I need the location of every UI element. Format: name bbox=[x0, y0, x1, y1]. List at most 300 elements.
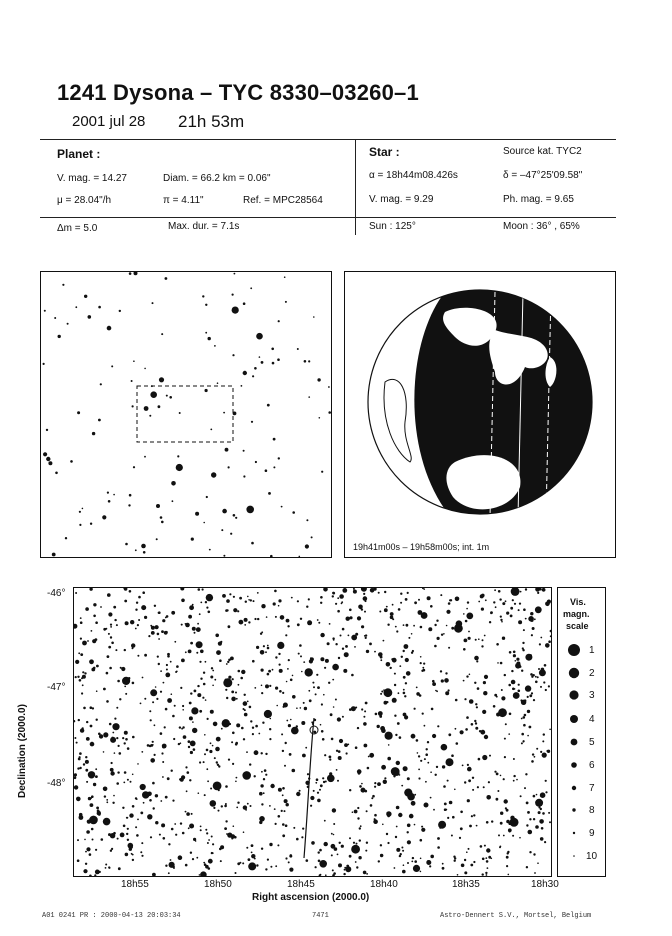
chart-star bbox=[355, 746, 358, 749]
chart-star bbox=[534, 872, 536, 874]
chart-star bbox=[278, 605, 280, 607]
chart-star bbox=[136, 834, 139, 837]
chart-star bbox=[298, 653, 300, 655]
chart-star bbox=[336, 769, 338, 771]
chart-star bbox=[401, 847, 403, 849]
chart-star bbox=[289, 855, 292, 858]
chart-star bbox=[482, 873, 484, 875]
chart-star bbox=[301, 721, 305, 725]
chart-star bbox=[109, 667, 112, 670]
chart-star bbox=[236, 807, 238, 809]
chart-star bbox=[302, 754, 306, 758]
chart-star bbox=[357, 727, 359, 729]
chart-star bbox=[474, 720, 476, 722]
chart-star bbox=[400, 602, 402, 604]
chart-star bbox=[331, 844, 336, 849]
chart-star bbox=[371, 797, 373, 799]
chart-star bbox=[374, 786, 376, 788]
chart-star bbox=[338, 750, 341, 753]
chart-star bbox=[425, 781, 427, 783]
chart-star bbox=[290, 719, 292, 721]
chart-star bbox=[96, 665, 99, 668]
chart-star bbox=[89, 875, 92, 877]
chart-star bbox=[455, 699, 458, 702]
finder-star bbox=[195, 512, 199, 516]
chart-star bbox=[240, 677, 243, 680]
chart-star bbox=[238, 670, 241, 673]
chart-star bbox=[224, 720, 226, 722]
chart-star bbox=[144, 654, 147, 657]
chart-star bbox=[85, 851, 87, 853]
chart-star bbox=[535, 606, 542, 613]
chart-star bbox=[548, 812, 550, 814]
chart-star bbox=[86, 737, 90, 741]
chart-star bbox=[322, 738, 325, 741]
finder-star bbox=[125, 543, 128, 546]
chart-star bbox=[225, 609, 228, 612]
chart-star bbox=[534, 756, 536, 758]
chart-star bbox=[484, 675, 488, 679]
scale-mag-3: 3 bbox=[589, 690, 595, 701]
chart-star bbox=[132, 774, 134, 776]
chart-star bbox=[441, 744, 448, 751]
chart-star bbox=[288, 659, 290, 661]
chart-star bbox=[268, 670, 271, 673]
chart-star bbox=[414, 860, 417, 863]
chart-star bbox=[395, 626, 397, 628]
chart-star bbox=[511, 588, 520, 596]
dec-tick-1: -46° bbox=[47, 588, 66, 599]
chart-star bbox=[235, 781, 237, 783]
chart-star bbox=[360, 825, 362, 827]
finder-star bbox=[259, 356, 261, 358]
chart-star bbox=[86, 721, 88, 723]
chart-star bbox=[313, 731, 316, 734]
chart-star bbox=[77, 839, 79, 841]
finder-star bbox=[328, 411, 331, 414]
chart-star bbox=[489, 755, 491, 757]
chart-star bbox=[203, 862, 205, 864]
chart-star bbox=[418, 610, 423, 615]
chart-star bbox=[379, 611, 381, 613]
chart-star bbox=[211, 836, 213, 838]
chart-y-axis-label: Declination (2000.0) bbox=[17, 704, 28, 798]
chart-star bbox=[525, 773, 527, 775]
chart-star bbox=[306, 606, 308, 608]
finder-star bbox=[281, 506, 283, 508]
chart-star bbox=[196, 627, 201, 632]
scale-mag-9: 9 bbox=[589, 828, 595, 839]
chart-star bbox=[351, 845, 360, 854]
chart-star bbox=[228, 676, 231, 679]
chart-star bbox=[497, 790, 499, 792]
chart-star bbox=[231, 697, 236, 702]
chart-star bbox=[251, 844, 254, 847]
chart-star bbox=[207, 842, 209, 844]
chart-star bbox=[248, 858, 251, 861]
chart-star bbox=[199, 661, 201, 663]
chart-star bbox=[303, 661, 305, 663]
chart-star bbox=[331, 833, 333, 835]
finder-star bbox=[156, 538, 158, 540]
chart-star bbox=[104, 795, 106, 797]
chart-star bbox=[101, 838, 104, 841]
chart-star bbox=[413, 625, 415, 627]
chart-star bbox=[302, 828, 304, 830]
chart-star bbox=[366, 810, 368, 812]
chart-star bbox=[455, 597, 460, 602]
chart-star bbox=[206, 607, 208, 609]
chart-star bbox=[267, 859, 269, 861]
chart-star bbox=[305, 668, 313, 676]
chart-star bbox=[301, 671, 303, 673]
chart-star bbox=[504, 799, 508, 803]
chart-star bbox=[396, 848, 400, 852]
chart-star bbox=[535, 676, 537, 678]
chart-star bbox=[540, 792, 546, 798]
chart-star bbox=[525, 588, 527, 590]
chart-star bbox=[437, 725, 439, 727]
chart-star bbox=[424, 725, 426, 727]
chart-star bbox=[533, 699, 535, 701]
chart-star bbox=[381, 765, 386, 770]
chart-star bbox=[132, 859, 134, 861]
chart-star bbox=[243, 701, 248, 706]
chart-star bbox=[297, 623, 300, 626]
chart-star bbox=[286, 803, 289, 806]
chart-star bbox=[189, 605, 194, 610]
chart-star bbox=[208, 859, 213, 864]
chart-star bbox=[179, 726, 181, 728]
chart-star bbox=[206, 749, 209, 752]
chart-star bbox=[374, 814, 377, 817]
globe-time-caption: 19h41m00s – 19h58m00s; int. 1m bbox=[353, 542, 490, 552]
chart-star bbox=[292, 695, 296, 699]
chart-star bbox=[508, 874, 510, 876]
chart-star bbox=[261, 685, 263, 687]
chart-star bbox=[528, 830, 533, 835]
finder-star bbox=[272, 362, 275, 365]
chart-star bbox=[509, 651, 512, 654]
finder-star bbox=[228, 466, 230, 468]
chart-star bbox=[116, 737, 118, 739]
chart-star bbox=[522, 647, 524, 649]
finder-star bbox=[328, 386, 330, 388]
finder-star bbox=[92, 432, 95, 435]
chart-star bbox=[420, 871, 422, 873]
chart-star bbox=[282, 692, 284, 694]
chart-star bbox=[333, 834, 335, 836]
scale-symbol-10 bbox=[573, 855, 575, 857]
chart-star bbox=[313, 790, 315, 792]
chart-star bbox=[199, 613, 201, 615]
chart-star bbox=[469, 825, 472, 828]
chart-star bbox=[118, 745, 120, 747]
finder-star bbox=[202, 295, 204, 297]
chart-star bbox=[475, 722, 477, 724]
chart-star bbox=[539, 588, 542, 591]
chart-star bbox=[466, 851, 468, 853]
chart-star bbox=[396, 826, 398, 828]
chart-star bbox=[340, 635, 342, 637]
chart-x-axis-label: Right ascension (2000.0) bbox=[252, 892, 370, 903]
finder-star bbox=[161, 521, 164, 524]
chart-star bbox=[161, 630, 164, 633]
finder-star bbox=[82, 508, 84, 510]
chart-star bbox=[156, 698, 158, 700]
chart-star bbox=[204, 753, 206, 755]
chart-star bbox=[120, 667, 122, 669]
chart-star bbox=[407, 862, 409, 864]
chart-star bbox=[456, 620, 463, 627]
chart-star bbox=[512, 835, 514, 837]
chart-star bbox=[500, 812, 503, 815]
chart-star bbox=[174, 705, 176, 707]
chart-star bbox=[387, 757, 391, 761]
chart-star bbox=[162, 761, 164, 763]
chart-star bbox=[335, 603, 337, 605]
chart-star bbox=[404, 715, 408, 719]
ra-tick-2: 18h50 bbox=[204, 879, 232, 890]
chart-star bbox=[200, 826, 202, 828]
chart-star bbox=[352, 811, 354, 813]
chart-star bbox=[74, 776, 76, 779]
chart-star bbox=[365, 600, 367, 602]
chart-star bbox=[114, 718, 116, 720]
chart-star bbox=[238, 684, 240, 686]
chart-star bbox=[537, 676, 539, 678]
max-duration: Max. dur. = 7.1s bbox=[168, 221, 240, 232]
chart-star bbox=[532, 627, 535, 630]
chart-star bbox=[482, 710, 486, 714]
chart-star bbox=[440, 594, 442, 596]
chart-star bbox=[121, 667, 125, 671]
chart-star bbox=[547, 750, 550, 753]
chart-star bbox=[324, 842, 328, 846]
chart-star bbox=[162, 619, 165, 622]
chart-star bbox=[525, 618, 527, 620]
chart-star bbox=[533, 818, 535, 820]
chart-star bbox=[363, 593, 365, 595]
chart-star bbox=[416, 739, 419, 742]
chart-star bbox=[333, 706, 335, 708]
chart-star bbox=[205, 699, 207, 701]
finder-star bbox=[209, 549, 211, 551]
chart-star bbox=[261, 752, 263, 754]
chart-star bbox=[130, 781, 132, 783]
chart-star bbox=[421, 826, 423, 828]
chart-star bbox=[89, 659, 94, 664]
finder-star bbox=[98, 419, 101, 422]
chart-star bbox=[529, 694, 532, 697]
chart-star bbox=[167, 655, 170, 658]
chart-star bbox=[390, 612, 394, 616]
chart-star bbox=[93, 783, 96, 786]
earth-globe-map bbox=[345, 272, 615, 557]
chart-star bbox=[267, 673, 270, 676]
chart-star bbox=[397, 722, 400, 725]
finder-star bbox=[221, 529, 223, 531]
finder-star bbox=[305, 544, 309, 548]
chart-star bbox=[337, 717, 341, 721]
chart-star bbox=[305, 747, 307, 749]
chart-star bbox=[180, 588, 184, 591]
chart-star bbox=[447, 817, 449, 819]
finder-star bbox=[79, 511, 81, 513]
chart-star bbox=[275, 823, 277, 825]
chart-star bbox=[112, 732, 114, 734]
chart-star bbox=[528, 616, 534, 622]
chart-star bbox=[405, 658, 409, 662]
main-star-chart bbox=[73, 587, 552, 877]
scale-mag-7: 7 bbox=[589, 783, 595, 794]
chart-star bbox=[523, 608, 526, 611]
ra-tick-3: 18h45 bbox=[287, 879, 315, 890]
chart-star bbox=[461, 864, 465, 868]
chart-star bbox=[358, 772, 361, 775]
chart-star bbox=[132, 647, 134, 649]
chart-star bbox=[231, 837, 233, 839]
chart-star bbox=[325, 874, 327, 876]
chart-star bbox=[279, 669, 283, 673]
chart-star bbox=[402, 850, 404, 852]
chart-star bbox=[115, 649, 117, 651]
chart-star bbox=[342, 628, 345, 631]
finder-star bbox=[84, 295, 87, 298]
chart-star bbox=[467, 767, 472, 772]
chart-star bbox=[380, 844, 382, 846]
chart-star bbox=[521, 733, 524, 736]
chart-star bbox=[329, 759, 331, 761]
chart-star bbox=[180, 742, 182, 744]
chart-star bbox=[486, 848, 490, 852]
chart-star bbox=[505, 807, 507, 809]
chart-star bbox=[550, 635, 551, 637]
chart-star bbox=[296, 838, 299, 841]
chart-star bbox=[518, 690, 521, 693]
chart-star bbox=[383, 640, 385, 642]
chart-star bbox=[274, 590, 277, 593]
chart-star bbox=[471, 723, 474, 726]
chart-star bbox=[545, 791, 547, 793]
scale-mag-1: 1 bbox=[589, 645, 595, 656]
chart-star bbox=[469, 674, 471, 676]
chart-star bbox=[216, 650, 221, 655]
chart-star bbox=[262, 722, 264, 724]
chart-star bbox=[525, 685, 531, 691]
chart-star bbox=[90, 742, 95, 747]
chart-star bbox=[279, 690, 282, 693]
chart-star bbox=[329, 772, 332, 775]
finder-star bbox=[256, 333, 263, 340]
chart-star bbox=[501, 696, 505, 700]
chart-star bbox=[123, 825, 126, 828]
chart-star bbox=[435, 774, 437, 776]
chart-star bbox=[119, 698, 121, 700]
chart-star bbox=[535, 825, 539, 829]
chart-star bbox=[533, 853, 535, 855]
chart-star bbox=[118, 867, 121, 870]
chart-star bbox=[213, 722, 218, 727]
chart-star bbox=[296, 707, 298, 709]
chart-star bbox=[78, 719, 80, 721]
chart-star bbox=[258, 733, 260, 735]
chart-star bbox=[243, 805, 247, 809]
chart-star bbox=[365, 637, 367, 639]
chart-star bbox=[520, 795, 522, 797]
finder-star bbox=[131, 380, 133, 382]
chart-star bbox=[152, 701, 154, 703]
chart-star bbox=[378, 711, 383, 716]
chart-star bbox=[342, 716, 344, 718]
chart-star bbox=[344, 743, 348, 747]
chart-star bbox=[363, 716, 365, 718]
chart-star bbox=[284, 799, 288, 803]
chart-star bbox=[481, 645, 483, 647]
chart-star bbox=[449, 801, 453, 805]
chart-star bbox=[263, 792, 265, 794]
chart-star bbox=[220, 845, 224, 849]
chart-star bbox=[76, 742, 78, 744]
chart-star bbox=[404, 695, 406, 697]
chart-star bbox=[154, 605, 156, 607]
finder-star bbox=[285, 301, 287, 303]
chart-star bbox=[206, 768, 208, 770]
chart-star bbox=[286, 619, 290, 623]
chart-star bbox=[433, 809, 435, 811]
chart-star bbox=[437, 846, 440, 849]
chart-star bbox=[448, 602, 451, 605]
chart-star bbox=[288, 861, 290, 863]
chart-star bbox=[432, 680, 435, 683]
chart-star bbox=[332, 595, 334, 597]
chart-star bbox=[284, 810, 286, 812]
scale-mag-8: 8 bbox=[589, 805, 595, 816]
chart-star bbox=[272, 669, 274, 671]
chart-star bbox=[498, 834, 500, 836]
chart-star bbox=[282, 823, 285, 826]
chart-star bbox=[157, 656, 159, 658]
chart-star bbox=[254, 858, 256, 860]
chart-star bbox=[434, 624, 436, 626]
chart-star bbox=[90, 797, 92, 799]
chart-star bbox=[190, 692, 192, 694]
chart-star bbox=[424, 758, 426, 760]
chart-star bbox=[160, 800, 162, 802]
chart-star bbox=[394, 715, 396, 717]
chart-star bbox=[232, 732, 235, 735]
chart-star bbox=[215, 634, 219, 638]
chart-star bbox=[420, 656, 422, 658]
chart-star bbox=[264, 710, 272, 718]
chart-star bbox=[191, 707, 198, 714]
chart-star bbox=[266, 616, 268, 618]
chart-star bbox=[423, 612, 425, 614]
chart-star bbox=[205, 601, 207, 603]
chart-star bbox=[275, 616, 277, 618]
chart-star bbox=[103, 732, 108, 737]
chart-star bbox=[236, 723, 240, 727]
chart-star bbox=[307, 620, 312, 625]
chart-star bbox=[149, 799, 152, 802]
chart-star bbox=[94, 874, 96, 876]
chart-star bbox=[259, 816, 265, 822]
chart-star bbox=[310, 796, 314, 800]
chart-star bbox=[493, 601, 495, 603]
chart-star bbox=[193, 748, 196, 751]
chart-star bbox=[513, 780, 515, 782]
chart-star bbox=[140, 703, 142, 705]
